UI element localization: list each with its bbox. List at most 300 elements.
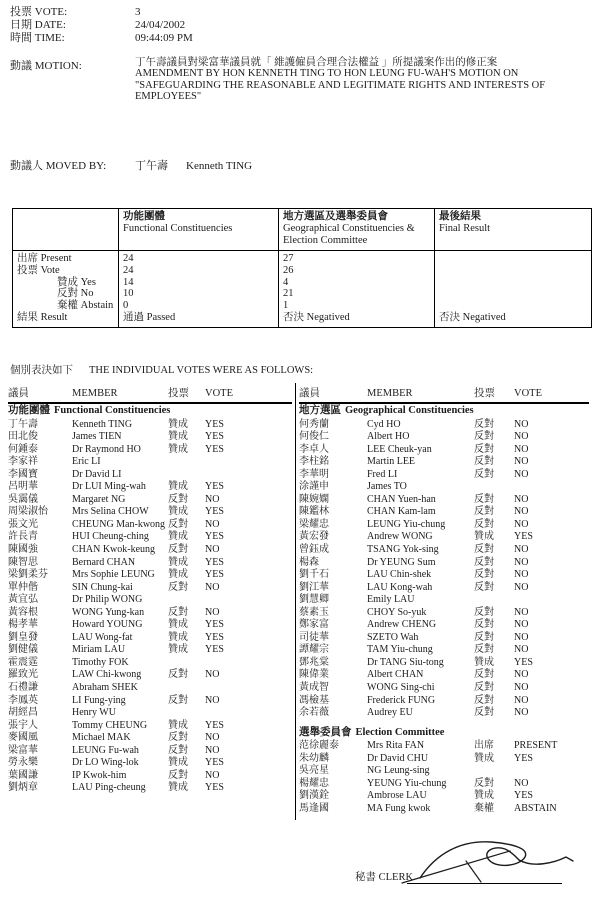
document-header [10,6,193,45]
result-fc: 通過 Passed [119,312,279,327]
member-name-cn: 何秀蘭 [299,418,329,430]
member-name-en: Dr LO Wing-lok [72,757,139,769]
summary-row-yes [13,277,592,289]
present-gc: 27 [279,251,435,265]
member-name-en: Fred LI [367,468,398,480]
member-name-en: TAM Yiu-chung [367,644,433,656]
member-name-en: James TO [367,481,407,493]
member-name-cn: 馮檢基 [299,694,329,706]
vote-row [299,456,589,469]
vote-row [8,582,292,595]
vote-row [8,594,292,607]
vote-row [299,803,589,816]
member-name-cn: 黃容根 [8,606,38,618]
vote-value-cn: 反對 [474,569,494,581]
vote-value-cn: 反對 [474,707,494,719]
vote-row [8,732,292,745]
vote-row [299,531,589,544]
member-name-en: Andrew CHENG [367,619,437,631]
vote-value-cn: 贊成 [168,719,188,731]
motion-line-cn: 丁午壽議員對梁富華議員就「 維護僱員合理合法權益 」所提議案作出的修正案 [135,57,498,68]
vote-row [299,594,589,607]
vote-value-cn [168,469,205,482]
motion-line-en-1: AMENDMENT BY HON KENNETH TING TO HON LEUNG FU-WAH'S MOTION ON [135,68,519,80]
vote-value-en [514,765,589,778]
member-name-en: Martin LEE [367,456,416,468]
vote-row [299,506,589,519]
summary-row-abstain [13,300,592,312]
member-name-en: Miriam LAU [72,644,126,656]
member-name-cn: 劉江華 [299,581,329,593]
member-name-en: Henry WU [72,707,116,719]
member-name-en: Timothy FOK [72,656,129,668]
member-name-en: Albert HO [367,431,410,443]
member-name-cn: 劉皇發 [8,631,38,643]
vote-row [299,544,589,557]
vote-row [299,481,589,494]
vote-value-cn: 反對 [168,744,188,756]
vote-value-cn: 贊成 [168,506,188,518]
vote-row [8,431,292,444]
vote-value-en: NO [205,769,220,781]
vote-value-cn [474,481,514,494]
vote-value-en: NO [205,543,220,555]
vote-value-en: NO [205,606,220,618]
yes-final [435,277,592,289]
vote-row [299,582,589,595]
vote-number-row [10,6,193,19]
motion-block [10,57,587,103]
vote-value-cn: 反對 [168,493,188,505]
moved-by-label: 動議人 MOVED BY: [10,160,107,172]
result-label: 結果 Result [17,311,68,323]
motion-line-en-3: EMPLOYEES" [135,91,202,103]
vote-row [8,569,292,582]
member-name-en: James TIEN [72,431,122,443]
member-name-en: LEUNG Fu-wah [72,744,139,756]
vote-value-en: YES [205,531,224,543]
motion-line-en-2: "SAFEGUARDING THE REASONABLE AND LEGITIMATE RIGHTS AND INTERESTS OF [135,79,546,91]
member-col-header-cn: 議員 [299,388,320,399]
vote-row [8,695,292,708]
time-row [10,32,193,45]
member-name-en: Dr Philip WONG [72,594,143,606]
vote-value-cn: 反對 [168,543,188,555]
member-name-en: LAW Chi-kwong [72,669,142,681]
geographical-ec-column [299,388,589,815]
vote-col-header-en: VOTE [514,388,542,399]
member-name-cn: 陳國強 [8,543,38,555]
member-name-en: Tommy CHEUNG [72,719,148,731]
vote-summary-table [12,208,592,328]
vote-value-cn: 贊成 [474,531,494,543]
vote-value-cn: 反對 [474,631,494,643]
vote-value-cn: 反對 [474,493,494,505]
member-name-en: TSANG Yok-sing [367,543,439,555]
vote-row [299,707,589,720]
functional-header-en: Functional Constituencies [123,223,233,234]
vote-value-en: NO [514,707,529,719]
member-name-cn: 麥國風 [8,732,38,744]
vote-row [8,419,292,432]
member-name-cn: 丁午壽 [8,418,38,430]
member-col-header-en: MEMBER [72,388,118,399]
result-final: 否決 Negatived [435,312,592,327]
right-column-header [299,388,589,404]
member-name-cn: 陳婉嫻 [299,493,329,505]
election-committee-section-title-en: Election Committee [355,726,445,738]
member-name-en: LEUNG Yiu-chung [367,518,446,530]
vote-value-cn: 贊成 [168,644,188,656]
vote-value-en [514,594,589,607]
member-name-cn: 葉國謙 [8,769,38,781]
vote-value-cn [168,456,205,469]
vote-fc: 24 [119,265,279,277]
vote-value-cn [168,594,205,607]
individual-votes-intro [10,364,313,377]
vote-value-en: YES [205,782,224,794]
vote-row [299,494,589,507]
member-name-cn: 李家祥 [8,456,38,468]
member-name-en: CHOY So-yuk [367,606,427,618]
vote-value-cn: 反對 [474,694,494,706]
vote-value-en: YES [205,757,224,769]
vote-value-en: NO [514,606,529,618]
final-result-header-en: Final Result [439,223,491,234]
vote-value-en [205,594,292,607]
vote-value-en: NO [514,493,529,505]
vote-row [8,619,292,632]
member-name-en: CHAN Kam-lam [367,506,436,518]
vote-row [299,790,589,803]
left-column-header [8,388,292,404]
member-name-cn: 勞永樂 [8,757,38,769]
vote-number-value: 3 [135,6,141,18]
vote-value-cn: 贊成 [168,782,188,794]
member-name-cn: 田北俊 [8,431,38,443]
member-name-en: LAU Ping-cheung [72,782,146,794]
vote-value-en [205,469,292,482]
member-name-cn: 劉健儀 [8,644,38,656]
member-name-cn: 劉炳章 [8,782,38,794]
date-value: 24/04/2002 [135,19,186,31]
member-name-cn: 李國寶 [8,468,38,480]
moved-by-block [10,160,252,173]
vote-value-en: NO [514,631,529,643]
vote-value-cn: 反對 [474,543,494,555]
vote-value-en: YES [205,481,224,493]
member-name-en: LEE Cheuk-yan [367,443,432,455]
functional-section-title-en: Functional Constituencies [54,405,171,416]
mover-name-en: Kenneth TING [186,160,253,172]
member-name-en: Bernard CHAN [72,556,136,568]
member-name-cn: 鄧兆棠 [299,656,329,668]
vote-row [299,695,589,708]
abstain-fc: 0 [119,300,279,312]
vote-value-en: YES [205,506,224,518]
vote-final [435,265,592,277]
vote-value-en: YES [205,719,224,731]
functional-constituencies-column [8,388,292,795]
member-name-cn: 周梁淑怡 [8,506,48,518]
vote-value-en: NO [514,681,529,693]
vote-value-en: NO [514,581,529,593]
member-name-en: CHEUNG Man-kwong [72,518,166,530]
member-name-en: LI Fung-ying [72,694,126,706]
member-name-cn: 何鍾泰 [8,443,38,455]
summary-row-vote [13,265,592,277]
vote-value-cn: 反對 [474,606,494,618]
member-name-en: Dr TANG Siu-tong [367,656,444,668]
vote-value-en: NO [514,777,529,789]
member-name-en: Mrs Selina CHOW [72,506,149,518]
geographical-header-en: Geographical Constituencies & Election Committee [283,223,415,246]
vote-row [299,569,589,582]
vote-row [299,519,589,532]
vote-value-cn: 贊成 [474,656,494,668]
vote-value-cn: 贊成 [168,569,188,581]
member-name-cn: 譚耀宗 [299,644,329,656]
member-name-en: Mrs Sophie LEUNG [72,569,155,581]
vote-value-cn: 反對 [474,468,494,480]
vote-row [299,644,589,657]
no-gc: 21 [279,288,435,300]
member-name-cn: 羅致光 [8,669,38,681]
member-name-cn: 石禮謙 [8,681,38,693]
member-name-en: Emily LAU [367,594,415,606]
member-name-en: Margaret NG [72,493,126,505]
vote-value-en: YES [205,431,224,443]
vote-row [8,557,292,570]
vote-row [299,619,589,632]
date-row [10,19,193,32]
member-name-en: SZETO Wah [367,631,419,643]
member-name-en: Dr LUI Ming-wah [72,481,146,493]
vote-value-cn: 反對 [474,619,494,631]
vote-row [8,456,292,469]
member-name-cn: 胡經昌 [8,707,38,719]
vote-row [8,707,292,720]
member-name-cn: 余若薇 [299,707,329,719]
member-name-cn: 張宇人 [8,719,38,731]
vote-value-cn: 反對 [474,681,494,693]
vote-value-cn: 贊成 [168,631,188,643]
member-name-cn: 劉千石 [299,569,329,581]
vote-value-cn: 贊成 [168,431,188,443]
column-divider [295,383,296,820]
vote-value-en: NO [514,506,529,518]
vote-value-cn: 贊成 [168,556,188,568]
vote-col-header-cn: 投票 [168,388,189,399]
summary-header-functional [119,209,279,251]
geographical-rows [299,419,589,720]
vote-value-en: NO [205,732,220,744]
motion-text [135,57,587,103]
vote-row [8,669,292,682]
election-committee-block [299,726,589,816]
member-name-cn: 李華明 [299,468,329,480]
vote-value-en: NO [514,431,529,443]
vote-value-cn: 反對 [474,506,494,518]
member-name-cn: 李柱銘 [299,456,329,468]
member-name-en: CHAN Yuen-han [367,493,436,505]
member-name-en: Mrs Rita FAN [367,740,425,752]
member-name-cn: 吳靄儀 [8,493,38,505]
motion-label: 動議 MOTION: [10,60,82,72]
vote-value-en: YES [514,656,533,668]
vote-row [299,419,589,432]
vote-value-cn: 贊成 [168,619,188,631]
abstain-final [435,300,592,312]
geographical-section-title-en: Geographical Constituencies [345,405,474,416]
member-name-en: Andrew WONG [367,531,433,543]
member-name-cn: 梁富華 [8,744,38,756]
member-name-cn: 陳智思 [8,556,38,568]
vote-row [8,506,292,519]
geographical-section-title-cn: 地方選區 [299,405,341,416]
vote-row [299,753,589,766]
vote-value-cn: 贊成 [168,481,188,493]
no-final [435,288,592,300]
vote-row [8,657,292,670]
member-name-cn: 黃宏發 [299,531,329,543]
member-name-cn: 呂明華 [8,481,38,493]
vote-value-cn [474,765,514,778]
member-name-cn: 張文光 [8,518,38,530]
vote-row [8,444,292,457]
vote-value-en: YES [205,418,224,430]
member-name-cn: 楊孝華 [8,619,38,631]
vote-value-en [514,481,589,494]
vote-row [299,778,589,791]
vote-value-en: NO [514,669,529,681]
functional-header-cn: 功能團體 [123,211,165,222]
present-final [435,251,592,265]
summary-header-blank [13,209,119,251]
summary-row-result [13,312,592,327]
no-label: 反對 No [57,288,94,300]
vote-col-header-en: VOTE [205,388,233,399]
vote-row [8,607,292,620]
vote-row [299,431,589,444]
vote-value-en: ABSTAIN [514,802,557,814]
vote-value-en: NO [205,694,220,706]
vote-value-cn: 反對 [474,581,494,593]
vote-value-en: NO [205,518,220,530]
vote-row [299,682,589,695]
vote-row [299,657,589,670]
member-name-en: Kenneth TING [72,418,133,430]
member-name-cn: 黃宜弘 [8,594,38,606]
vote-value-cn [168,682,205,695]
vote-row [299,469,589,482]
vote-value-en [205,657,292,670]
vote-row [8,544,292,557]
clerk-signature [398,836,578,886]
member-name-en: Michael MAK [72,732,131,744]
vote-value-en: YES [514,752,533,764]
vote-value-cn: 反對 [474,431,494,443]
mover-name-cn: 丁午壽 [135,160,168,172]
member-name-en: Dr David LI [72,468,122,480]
vote-row [299,557,589,570]
vote-value-en: NO [514,569,529,581]
member-name-cn: 劉漢銓 [299,790,329,802]
vote-label: 投票 Vote [17,264,60,276]
vote-value-en: YES [514,531,533,543]
vote-value-en: NO [205,744,220,756]
clerk-signature-line [407,883,562,884]
vote-value-cn: 反對 [474,443,494,455]
intro-en: THE INDIVIDUAL VOTES WERE AS FOLLOWS: [89,365,314,376]
vote-row [8,644,292,657]
summary-row-no [13,288,592,300]
vote-row [8,682,292,695]
member-name-en: NG Leung-sing [367,765,430,777]
member-name-cn: 吳亮星 [299,765,329,777]
member-name-cn: 涂謹申 [299,481,329,493]
member-name-en: Ambrose LAU [367,790,427,802]
vote-row [8,745,292,758]
vote-value-cn: 贊成 [474,752,494,764]
vote-value-en [205,707,292,720]
vote-value-en: YES [205,644,224,656]
vote-value-cn: 贊成 [168,443,188,455]
vote-value-cn: 出席 [474,740,494,752]
member-name-cn: 梁劉柔芬 [8,569,48,581]
vote-value-en: NO [514,644,529,656]
vote-col-header-cn: 投票 [474,388,495,399]
vote-value-cn: 反對 [168,732,188,744]
summary-header-final [435,209,592,251]
clerk-label: 秘書 CLERK [355,872,414,883]
geographical-header-cn: 地方選區及選舉委員會 [283,211,388,222]
time-label: 時間 TIME: [10,32,65,44]
vote-value-en: NO [205,669,220,681]
vote-value-cn: 反對 [168,694,188,706]
election-committee-section-title [299,726,589,740]
vote-value-cn: 反對 [168,669,188,681]
vote-value-cn: 反對 [474,418,494,430]
vote-value-cn: 反對 [474,518,494,530]
vote-value-cn: 反對 [168,606,188,618]
member-name-cn: 馬逢國 [299,802,329,814]
yes-label: 贊成 Yes [57,276,96,288]
member-name-en: LAU Wong-fat [72,631,133,643]
vote-row [299,444,589,457]
election-committee-section-title-cn: 選舉委員會 [299,726,352,738]
member-name-cn: 范徐麗泰 [299,740,339,752]
vote-value-en [205,682,292,695]
vote-value-cn: 贊成 [168,531,188,543]
vote-row [8,770,292,783]
member-name-cn: 梁耀忠 [299,518,329,530]
member-name-cn: 單仲偕 [8,581,38,593]
member-name-en: HUI Cheung-ching [72,531,149,543]
vote-value-en: NO [514,619,529,631]
vote-row [8,519,292,532]
member-name-cn: 許長青 [8,531,38,543]
vote-value-en: NO [514,694,529,706]
vote-row [8,481,292,494]
member-name-en: YEUNG Yiu-chung [367,777,447,789]
vote-value-cn: 反對 [474,669,494,681]
vote-row [299,632,589,645]
vote-value-cn: 反對 [474,456,494,468]
member-name-cn: 劉慧卿 [299,594,329,606]
vote-value-cn: 反對 [168,518,188,530]
vote-value-cn: 棄權 [474,802,494,814]
